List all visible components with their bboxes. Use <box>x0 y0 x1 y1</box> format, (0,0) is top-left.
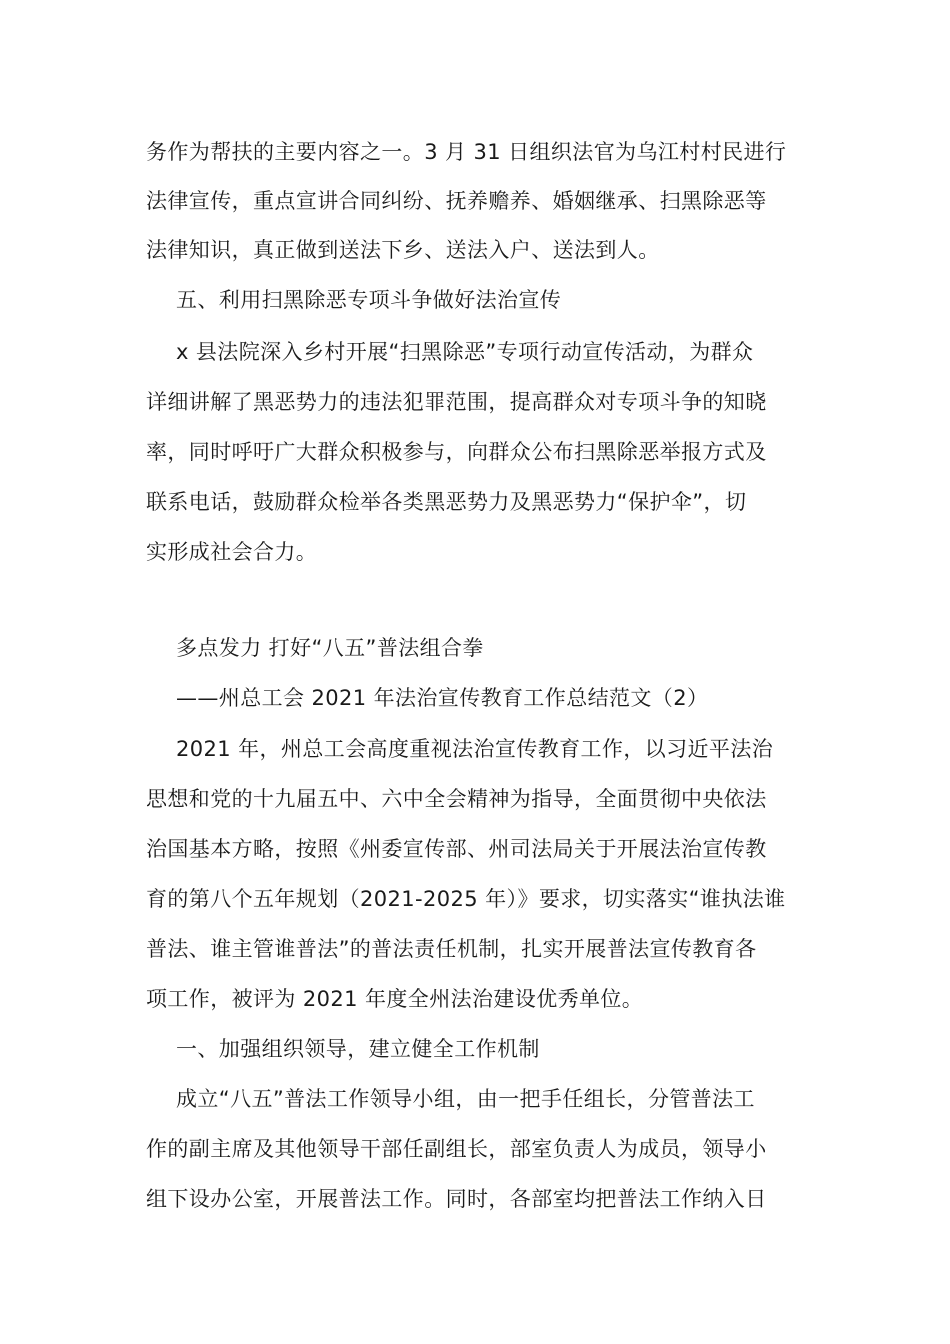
paragraph-line: 作的副主席及其他领导干部任副组长，部室负责人为成员，领导小 <box>146 1137 767 1161</box>
paragraph-line: 实形成社会合力。 <box>146 540 318 564</box>
paragraph-line: 联系电话，鼓励群众检举各类黑恶势力及黑恶势力“保护伞”，切 <box>146 490 747 514</box>
section-heading: 五、利用扫黑除恶专项斗争做好法治宣传 <box>176 288 562 312</box>
paragraph-line: 育的第八个五年规划（2021-2025 年）》要求，切实落实“谁执法谁 <box>146 887 786 911</box>
paragraph-line: 法律宣传，重点宣讲合同纠纷、抚养赡养、婚姻继承、扫黑除恶等 <box>146 189 767 213</box>
paragraph-line: 项工作，被评为 2021 年度全州法治建设优秀单位。 <box>146 987 644 1011</box>
paragraph-line: 普法、谁主管谁普法”的普法责任机制，扎实开展普法宣传教育各 <box>146 937 757 961</box>
paragraph-line: 组下设办公室，开展普法工作。同时，各部室均把普法工作纳入日 <box>146 1187 767 1211</box>
paragraph-line: 法律知识，真正做到送法下乡、送法入户、送法到人。 <box>146 238 660 262</box>
article-subtitle: ——州总工会 2021 年法治宣传教育工作总结范文（2） <box>176 686 709 710</box>
paragraph-line: x 县法院深入乡村开展“扫黑除恶”专项行动宣传活动，为群众 <box>176 340 754 364</box>
paragraph-line: 务作为帮扶的主要内容之一。3 月 31 日组织法官为乌江村村民进行 <box>146 140 787 164</box>
paragraph-line: 成立“八五”普法工作领导小组，由一把手任组长，分管普法工 <box>176 1087 755 1111</box>
paragraph-line: 2021 年，州总工会高度重视法治宣传教育工作，以习近平法治 <box>176 737 774 761</box>
section-heading: 一、加强组织领导，建立健全工作机制 <box>176 1037 540 1061</box>
paragraph-line: 思想和党的十九届五中、六中全会精神为指导，全面贯彻中央依法 <box>146 787 767 811</box>
paragraph-line: 治国基本方略，按照《州委宣传部、州司法局关于开展法治宣传教 <box>146 837 767 861</box>
article-title: 多点发力 打好“八五”普法组合拳 <box>176 636 484 660</box>
paragraph-line: 率，同时呼吁广大群众积极参与，向群众公布扫黑除恶举报方式及 <box>146 440 767 464</box>
paragraph-line: 详细讲解了黑恶势力的违法犯罪范围，提高群众对专项斗争的知晓 <box>146 390 767 414</box>
